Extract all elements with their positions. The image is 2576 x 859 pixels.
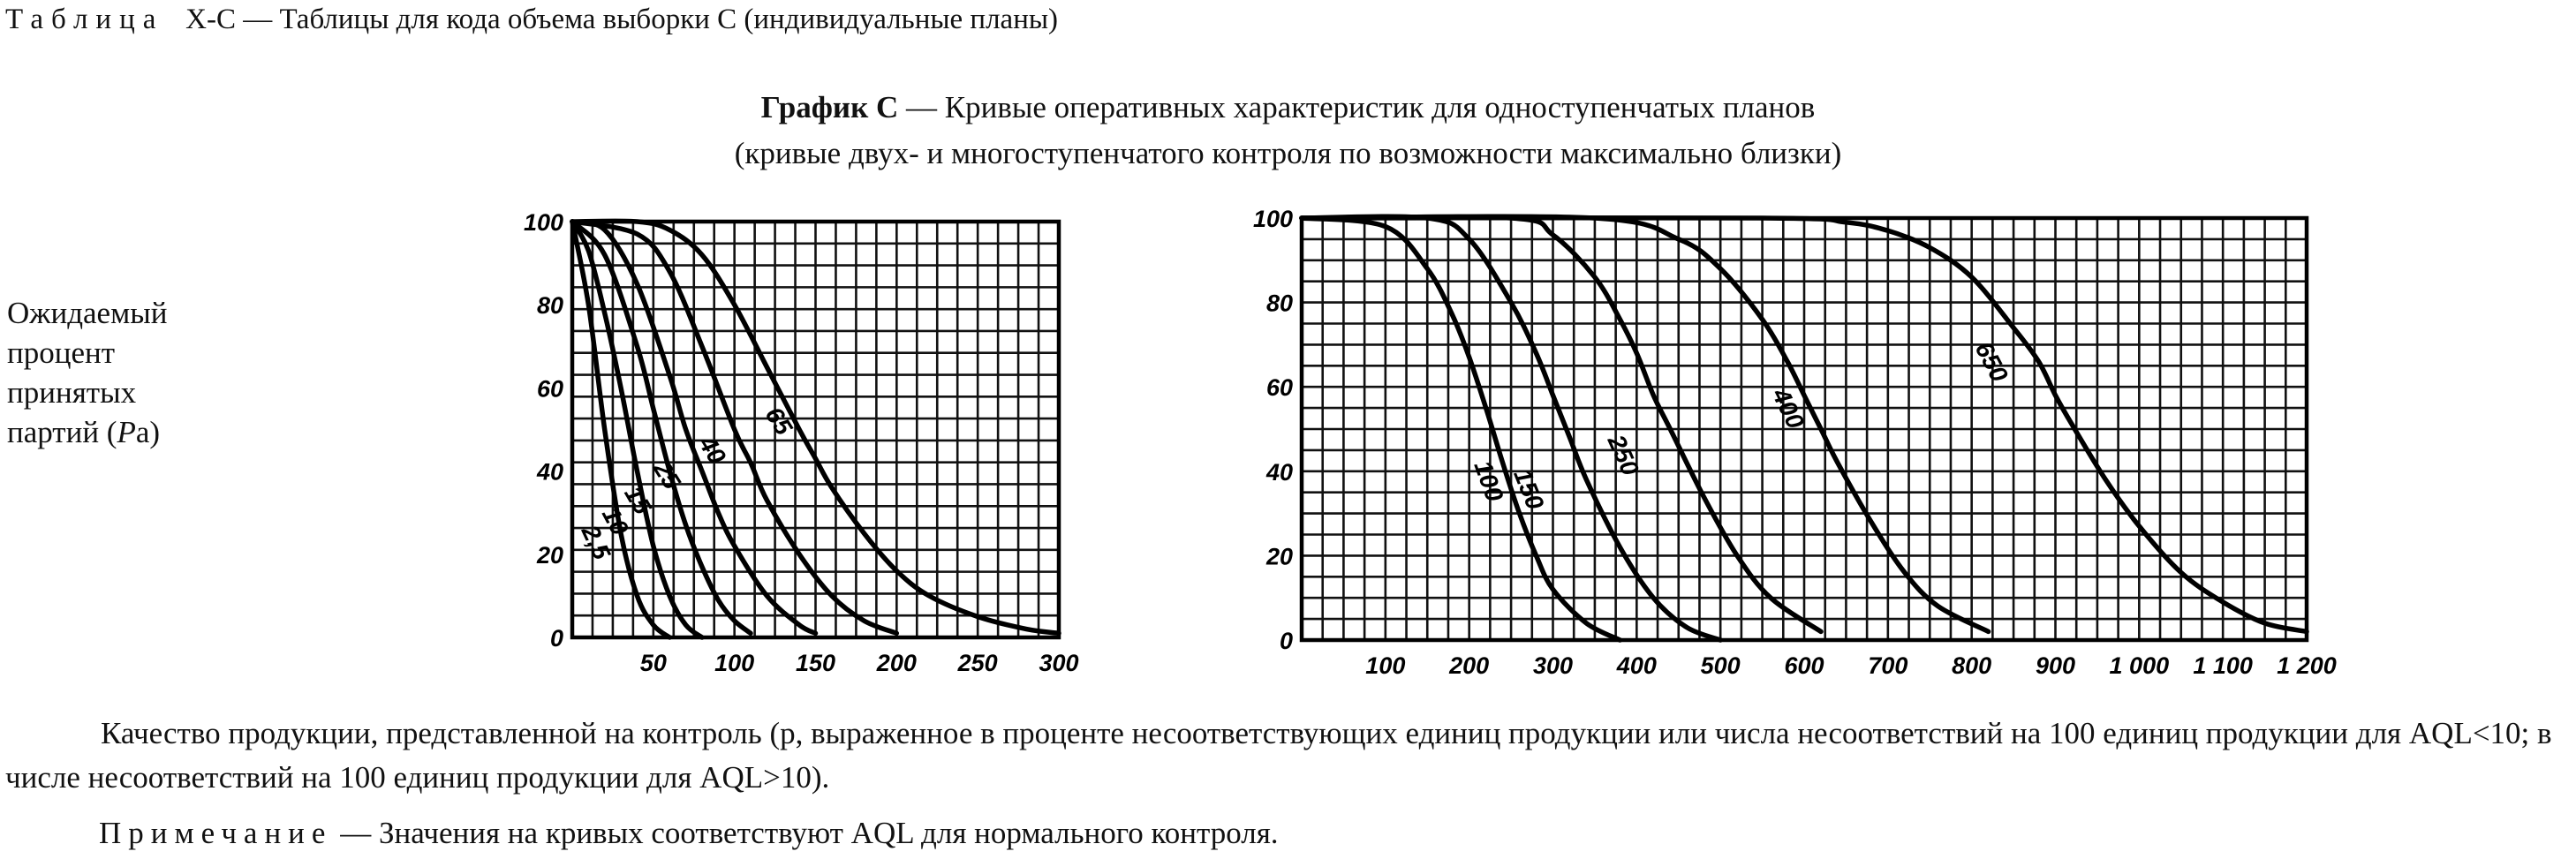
left-x-tick-label: 100: [714, 650, 755, 676]
right-x-tick-label: 600: [1784, 652, 1824, 679]
left-curve-label: 2,5: [576, 521, 616, 564]
ylabel-line-3: принятых: [7, 375, 137, 410]
left-curve-label: 65: [759, 402, 798, 441]
right-curve-label: 150: [1508, 464, 1550, 514]
left-x-tick-label: 150: [795, 650, 836, 676]
right-curve-250: [1302, 217, 1821, 632]
right-x-tick-label: 300: [1532, 652, 1574, 679]
ylabel-subscript: a: [135, 415, 150, 449]
right-x-tick-label: 700: [1868, 652, 1908, 679]
right-x-tick-label: 900: [2035, 652, 2076, 679]
note-label: Примечание: [99, 816, 333, 850]
left-y-tick-label: 0: [549, 625, 563, 652]
right-curve-label: 650: [1969, 336, 2013, 387]
right-x-tick-label: 1 100: [2193, 652, 2253, 679]
left-y-tick-label: 20: [536, 541, 563, 569]
ylabel-line-2: процент: [7, 335, 116, 370]
right-curve-label: 400: [1766, 383, 1810, 433]
table-title-text: X-C — Таблицы для кода объема выборки C (индивидуальные планы): [185, 4, 1059, 35]
right-curve-400: [1302, 216, 1989, 631]
ylabel-close: ): [149, 415, 161, 449]
left-x-tick-label: 300: [1039, 650, 1079, 676]
right-x-tick-label: 500: [1700, 652, 1741, 679]
left-y-tick-label: 60: [536, 375, 563, 403]
left-curve-label: 25: [647, 456, 686, 494]
table-label: Таблица: [5, 4, 164, 35]
x-axis-label: Качество продукции, представленной на контроль (p, выраженное в проценте несоответствующих единиц продукции или числа несоответствий на 100 единиц продукции для AQL<10; в числе несоответствий на 100 единиц продукции для AQL>10).: [5, 716, 2552, 795]
left-curve-label: 10: [596, 502, 634, 540]
right-y-tick-label: 0: [1279, 628, 1293, 654]
right-y-tick-label: 20: [1265, 543, 1293, 570]
ylabel-symbol: P: [117, 415, 136, 449]
right-curve-label: 100: [1469, 456, 1509, 506]
left-y-tick-label: 80: [536, 292, 563, 320]
right-y-tick-label: 100: [1252, 206, 1293, 232]
left-x-tick-label: 50: [639, 650, 667, 676]
left-y-tick-label: 40: [536, 458, 563, 486]
right-x-tick-label: 1 000: [2109, 652, 2170, 679]
note: [99, 816, 1279, 851]
right-y-tick-label: 40: [1265, 458, 1293, 486]
right-x-tick-label: 400: [1616, 652, 1657, 679]
left-curve-label: 40: [693, 431, 732, 470]
graph-subtitle: (кривые двух- и многоступенчатого контроля по возможности максимально близки): [734, 136, 1842, 170]
left-y-tick-label: 100: [523, 209, 563, 236]
ylabel-line-1: Ожидаемый: [7, 296, 168, 330]
graph-title-rest: — Кривые оперативных характеристик для одноступенчатых планов: [898, 90, 1816, 124]
right-x-tick-label: 200: [1449, 652, 1490, 679]
right-x-tick-label: 800: [1952, 652, 1992, 679]
note-text: — Значения на кривых соответствуют AQL для нормального контроля.: [332, 816, 1279, 850]
right-x-tick-label: 1 200: [2277, 652, 2337, 679]
left-x-tick-label: 250: [957, 650, 998, 676]
right-grid: [1302, 218, 2307, 640]
graph-label: График C: [760, 90, 899, 124]
right-y-tick-label: 60: [1265, 374, 1293, 402]
left-x-tick-label: 200: [876, 650, 917, 676]
right-curve-label: 250: [1602, 430, 1644, 480]
right-x-tick-label: 100: [1365, 652, 1406, 679]
left-curve-label: 15: [619, 481, 657, 519]
ylabel-line-4: партий (: [7, 415, 117, 449]
right-y-tick-label: 80: [1265, 290, 1293, 317]
